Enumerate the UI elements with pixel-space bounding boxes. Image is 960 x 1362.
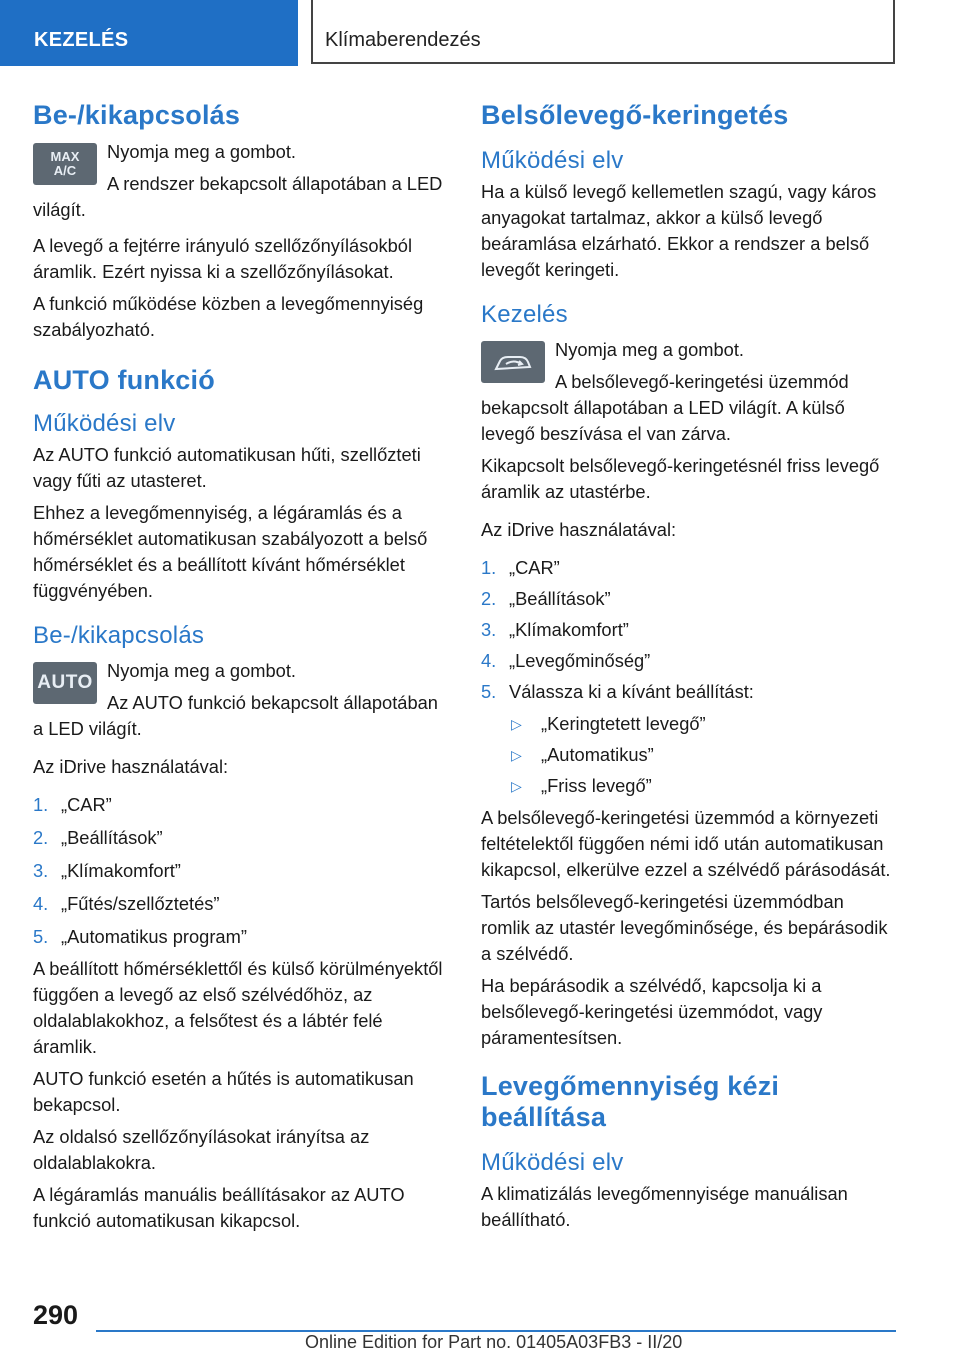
recirculation-button-icon (481, 341, 545, 383)
triangle-bullet-icon: ▷ (511, 778, 522, 794)
paragraph: A belsőlevegő-keringetési üzemmód bekapcsolt állapotában a LED világít. A külső levegő beszívása el van zárva. (481, 371, 849, 444)
subsection-title-principle: Működési elv (481, 1149, 624, 1176)
paragraph: Az iDrive használatával: (33, 756, 229, 777)
paragraph: Nyomja meg a gombot. (107, 141, 296, 162)
list-item: 3. „Klímakomfort” (481, 619, 629, 640)
paragraph: Ha a külső levegő kellemetlen szagú, vagy káros anyagokat tartalmaz, akkor a külső levegő beáramlása elzárható. Ekkor a rendszer a belső levegőt keringeti. (481, 181, 877, 280)
auto-button-icon: AUTO (33, 662, 97, 704)
idrive-steps-list (33, 792, 448, 950)
list-item: 5. „Automatikus program” (33, 926, 247, 947)
list-item: 5. Válassza ki a kívánt beállítást: (481, 681, 754, 702)
triangle-bullet-icon: ▷ (511, 747, 522, 763)
subsection-title-principle: Működési elv (481, 147, 624, 174)
paragraph: Ha bepárásodik a szélvédő, kapcsolja ki a belsőlevegő-keringetési üzemmódot, vagy páramentesítsen. (481, 975, 823, 1048)
list-item: 2. „Beállítások” (33, 827, 163, 848)
section-title-auto: AUTO funkció (33, 365, 215, 395)
paragraph: A funkció működése közben a levegőmennyiség szabályozható. (33, 293, 424, 340)
section-title-on-off: Be-/kikapcsolás (33, 100, 241, 130)
page-number: 290 (33, 1300, 79, 1330)
triangle-bullet-icon: ▷ (511, 716, 522, 732)
subsection-title-principle: Működési elv (33, 410, 176, 437)
paragraph: A rendszer bekapcsolt állapotában a LED világít. (33, 173, 443, 220)
list-item: ▷ „Keringtetett levegő” (481, 711, 896, 737)
list-item: 4. „Levegőminőség” (481, 650, 651, 671)
paragraph: Ehhez a levegőmennyiség, a légáramlás és a hőmérséklet automatikusan szabályozott a belső hőmérséklet és a beállított kívánt hőmérséklet függvényében. (33, 502, 428, 601)
left-column (33, 100, 448, 1234)
list-item: ▷ „Automatikus” (481, 742, 896, 768)
list-item: 1. „CAR” (481, 557, 560, 578)
recirculation-icon (490, 349, 536, 375)
paragraph: AUTO funkció esetén a hűtés is automatikusan bekapcsol. (33, 1068, 414, 1115)
section-title-recirculation: Belsőlevegő-keringetés (481, 100, 789, 130)
idrive-steps-list (481, 555, 896, 705)
footer-edition: Online Edition for Part no. 01405A03FB3 - II/20 (305, 1332, 683, 1352)
paragraph: Nyomja meg a gombot. (107, 660, 296, 681)
max-ac-label-line2: A/C (53, 163, 77, 178)
max-ac-button-icon (33, 143, 97, 185)
paragraph: Kikapcsolt belsőlevegő-keringetésnél friss levegő áramlik az utastérbe. (481, 455, 880, 502)
paragraph: Tartós belsőlevegő-keringetési üzemmódban romlik az utastér levegőminősége, és bepárásodik a szélvédő. (481, 891, 888, 964)
list-item: 4. „Fűtés/szellőztetés” (33, 893, 220, 914)
paragraph: Az AUTO funkció bekapcsolt állapotában a LED világít. (33, 692, 438, 739)
max-ac-label-line1: MAX (50, 149, 80, 164)
paragraph: Az AUTO funkció automatikusan hűti, szellőzteti vagy fűti az utasteret. (33, 444, 421, 491)
paragraph: Nyomja meg a gombot. (555, 339, 744, 360)
right-column (481, 100, 896, 1233)
setting-options-list (481, 711, 896, 799)
page-header (0, 0, 960, 66)
list-item: ▷ „Friss levegő” (481, 773, 896, 799)
paragraph: A klimatizálás levegőmennyisége manuálisan beállítható. (481, 1183, 848, 1230)
paragraph: A belsőlevegő-keringetési üzemmód a környezeti feltételektől függően némi idő után automatikusan kikapcsol, elkerülve ezzel a szélvédő párásodását. (481, 807, 891, 880)
subsection-title-operation: Kezelés (481, 301, 568, 328)
subsection-title-on-off: Be-/kikapcsolás (33, 622, 205, 649)
paragraph: Az iDrive használatával: (481, 519, 677, 540)
list-item: 2. „Beállítások” (481, 588, 611, 609)
paragraph: Az oldalsó szellőzőnyílásokat irányítsa az oldalablakokra. (33, 1126, 370, 1173)
paragraph: A levegő a fejtérre irányuló szellőzőnyílásokból áramlik. Ezért nyissa ki a szellőzőnyílásokat. (33, 235, 413, 282)
section-tab: KEZELÉS (0, 0, 298, 66)
paragraph: A beállított hőmérséklettől és külső körülményektől függően a levegő az első szélvédőhöz, az oldalablakokhoz, a felsőtest és a lábtér felé áramlik. (33, 958, 443, 1057)
chapter-tab: Klímaberendezés (311, 0, 895, 64)
list-item: 1. „CAR” (33, 794, 112, 815)
section-title-manual-air-volume: Levegőmennyiség kézi beállítása (481, 1071, 780, 1132)
list-item: 3. „Klímakomfort” (33, 860, 181, 881)
paragraph: A légáramlás manuális beállításakor az AUTO funkció automatikusan kikapcsol. (33, 1184, 405, 1231)
